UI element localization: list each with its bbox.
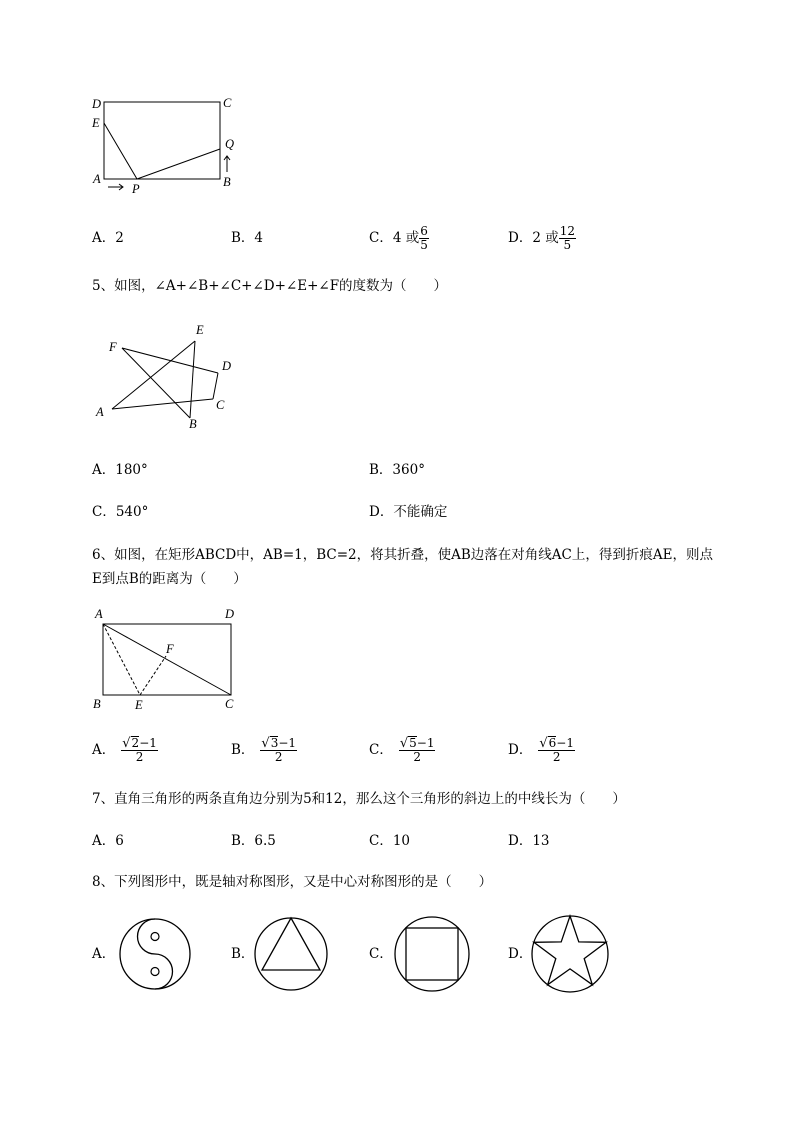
q4-label-c: C — [223, 96, 232, 110]
q4-label-b: B — [223, 175, 231, 189]
q6-option-b-fraction: $\frac{√3-1}{2}$ — [261, 736, 297, 764]
q4-label-a: A — [93, 172, 101, 186]
q6-option-c[interactable]: C． $\frac{√5-1}{2}$ — [369, 736, 435, 764]
q5-option-b[interactable]: B．360° — [369, 462, 425, 478]
q4-label-q: Q — [225, 137, 235, 151]
q6-label-c: C — [225, 697, 234, 711]
q5-label-f: F — [109, 340, 117, 354]
q7-option-b[interactable]: B．6.5 — [231, 833, 276, 849]
q4-label-e: E — [92, 116, 100, 130]
q6-option-a[interactable]: A． $\frac{√2-1}{2}$ — [92, 736, 157, 764]
q5-label-a: A — [96, 405, 104, 419]
q7-option-c[interactable]: C．10 — [369, 833, 411, 849]
q8-circle-star-icon[interactable] — [532, 916, 608, 992]
q4-option-a[interactable]: A．2 — [92, 230, 124, 246]
q7-stem: 7、直角三角形的两条直角边分别为5和12，那么这个三角形的斜边上的中线长为（ ） — [92, 791, 626, 807]
q8-yin-yang-icon[interactable] — [120, 919, 190, 989]
q4-label-p: P — [132, 182, 140, 196]
q8-circle-triangle-icon[interactable] — [255, 918, 327, 990]
q5-option-c[interactable]: C．540° — [92, 504, 149, 520]
q5-label-e: E — [196, 323, 204, 337]
q6-option-a-fraction: $\frac{√2-1}{2}$ — [122, 736, 157, 764]
q5-label-b: B — [189, 417, 197, 431]
q8-option-d-label[interactable]: D． — [508, 946, 533, 962]
q6-option-d[interactable]: D． $\frac{√6-1}{2}$ — [508, 736, 574, 764]
q4-option-b[interactable]: B．4 — [231, 230, 264, 246]
q6-label-b: B — [93, 697, 101, 711]
q6-label-a: A — [95, 607, 103, 621]
q6-label-e: E — [135, 698, 143, 712]
q7-option-a[interactable]: A．6 — [92, 833, 124, 849]
q8-stem: 8、下列图形中，既是轴对称图形，又是中心对称图形的是（ ） — [92, 874, 493, 890]
q6-stem-line1: 6、如图，在矩形ABCD中，AB=1，BC=2，将其折叠，使AB边落在对角线AC上，得到折痕AE，则点 — [92, 547, 713, 563]
q5-option-d[interactable]: D．不能确定 — [369, 504, 448, 520]
q7-option-d[interactable]: D．13 — [508, 833, 550, 849]
q5-label-c: C — [216, 398, 225, 412]
q5-label-d: D — [222, 359, 232, 373]
q8-circle-square-icon[interactable] — [395, 917, 469, 991]
q5-option-a[interactable]: A．180° — [92, 462, 148, 478]
q6-option-b[interactable]: B． $\frac{√3-1}{2}$ — [231, 736, 297, 764]
q4-option-d[interactable]: D． 2 或 $\frac{12}{5}$ — [508, 223, 575, 252]
q6-option-d-fraction: $\frac{√6-1}{2}$ — [539, 736, 574, 764]
q4-option-d-fraction: $\frac{12}{5}$ — [559, 223, 575, 252]
q8-option-c-label[interactable]: C． — [369, 946, 393, 962]
q8-option-a-label[interactable]: A． — [92, 946, 116, 962]
q6-label-d: D — [225, 607, 235, 621]
q8-option-b-label[interactable]: B． — [231, 946, 255, 962]
q6-stem-line2: E到点B的距离为（ ） — [92, 571, 247, 587]
q4-option-c[interactable]: C． 4 或 $\frac{6}{5}$ — [369, 223, 428, 252]
q6-option-c-fraction: $\frac{√5-1}{2}$ — [399, 736, 435, 764]
q4-option-c-fraction: $\frac{6}{5}$ — [420, 223, 428, 252]
q5-stem: 5、如图，∠A+∠B+∠C+∠D+∠E+∠F的度数为（ ） — [92, 278, 448, 294]
q6-label-f: F — [166, 642, 174, 656]
q4-label-d: D — [92, 97, 102, 111]
